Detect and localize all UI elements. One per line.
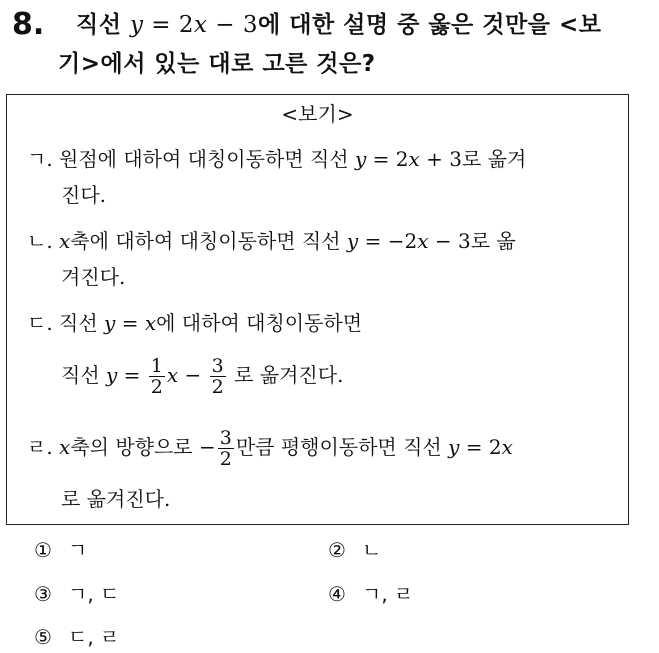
choice-marker: ① <box>34 538 52 562</box>
choice-text: ㄱ, ㄹ <box>362 582 414 606</box>
eq-end: − 3 <box>428 229 471 253</box>
item-text: 에 대하여 대칭이동하면 <box>156 311 363 335</box>
item-text: ㄱ. 원점에 대하여 대칭이동하면 직선 <box>27 147 355 171</box>
choice-marker: ⑤ <box>34 625 52 649</box>
fraction-three-halves <box>210 356 226 397</box>
eq-end: + 3 <box>419 147 462 171</box>
eq-mid: = 2 <box>143 12 194 38</box>
item-text: 직선 <box>61 363 106 387</box>
eq-mid: = 2 <box>459 435 502 459</box>
eq-equals: = <box>117 363 147 387</box>
var-x: x <box>59 229 71 253</box>
eq-y: y <box>354 147 367 171</box>
bogi-item-d-line-1 <box>27 425 513 469</box>
fraction-denominator: 2 <box>219 448 232 470</box>
question-text-line-2: 기>에서 있는 대로 고른 것은? <box>58 51 376 77</box>
eq-mid: = −2 <box>358 229 418 253</box>
item-equation <box>448 435 513 459</box>
eq-y: y <box>104 311 116 335</box>
question-text-line-1 <box>76 10 601 40</box>
fraction-numerator: 3 <box>211 355 224 377</box>
choice-text: ㄱ, ㄷ <box>68 582 120 606</box>
bogi-item-a-line-1 <box>27 145 526 173</box>
choice-5[interactable] <box>34 624 119 650</box>
item-equation <box>104 311 156 335</box>
item-text: 로 옮겨 <box>461 147 527 171</box>
bogi-item-a-line-2: 진다. <box>61 183 106 207</box>
choice-4[interactable] <box>328 581 413 607</box>
item-text: 만큼 평행이동하면 직선 <box>235 435 449 459</box>
item-text: ㄷ. 직선 <box>27 311 105 335</box>
item-text: 축의 방향으로 − <box>70 435 216 459</box>
eq-x: x <box>408 147 420 171</box>
fraction-three-halves <box>218 428 234 469</box>
choice-text: ㄷ, ㄹ <box>68 625 120 649</box>
fraction-numerator: 3 <box>219 427 232 449</box>
bogi-box <box>6 94 629 525</box>
eq-minus: − <box>178 363 208 387</box>
question-text-b: 에 대한 설명 중 옳은 것만을 <보 <box>258 12 602 38</box>
bogi-title: <보기> <box>281 102 354 126</box>
choice-text: ㄴ <box>362 538 382 562</box>
eq-mid: = 2 <box>366 147 409 171</box>
eq-x: x <box>166 363 179 387</box>
eq-y: y <box>106 363 118 387</box>
item-equation <box>347 229 471 253</box>
item-text: 축에 대하여 대칭이동하면 직선 <box>70 229 347 253</box>
eq-mid: = <box>115 311 145 335</box>
choice-3[interactable] <box>34 581 119 607</box>
item-text: 로 옮겨진다. <box>227 363 344 387</box>
fraction-numerator: 1 <box>150 355 163 377</box>
eq-y: y <box>129 12 144 38</box>
choice-marker: ④ <box>328 582 346 606</box>
eq-end: − 3 <box>207 12 258 38</box>
choice-1[interactable] <box>34 537 87 563</box>
eq-y: y <box>346 229 359 253</box>
fraction-one-half <box>149 356 165 397</box>
eq-x: x <box>193 12 208 38</box>
item-text: ㄴ. <box>27 229 60 253</box>
item-equation <box>355 147 462 171</box>
bogi-item-c-line-1 <box>27 309 362 337</box>
choice-2[interactable] <box>328 537 381 563</box>
bogi-item-b-line-2: 겨진다. <box>61 265 126 289</box>
item-text: 로 옮 <box>470 229 516 253</box>
choice-marker: ② <box>328 538 346 562</box>
question-text-a: 직선 <box>76 12 130 38</box>
choice-marker: ③ <box>34 582 52 606</box>
fraction-denominator: 2 <box>150 376 163 398</box>
choice-text: ㄱ <box>68 538 88 562</box>
bogi-item-c-line-2 <box>61 353 343 397</box>
eq-x: x <box>144 311 157 335</box>
item-text: ㄹ. <box>27 435 60 459</box>
eq-x: x <box>417 229 429 253</box>
var-x: x <box>59 435 71 459</box>
bogi-item-b-line-1 <box>27 227 516 255</box>
eq-y: y <box>448 435 460 459</box>
bogi-item-d-line-2: 로 옮겨진다. <box>61 487 171 511</box>
question-equation <box>130 12 258 38</box>
eq-x: x <box>501 435 513 459</box>
question-number: 8. <box>12 7 45 42</box>
fraction-denominator: 2 <box>211 376 224 398</box>
